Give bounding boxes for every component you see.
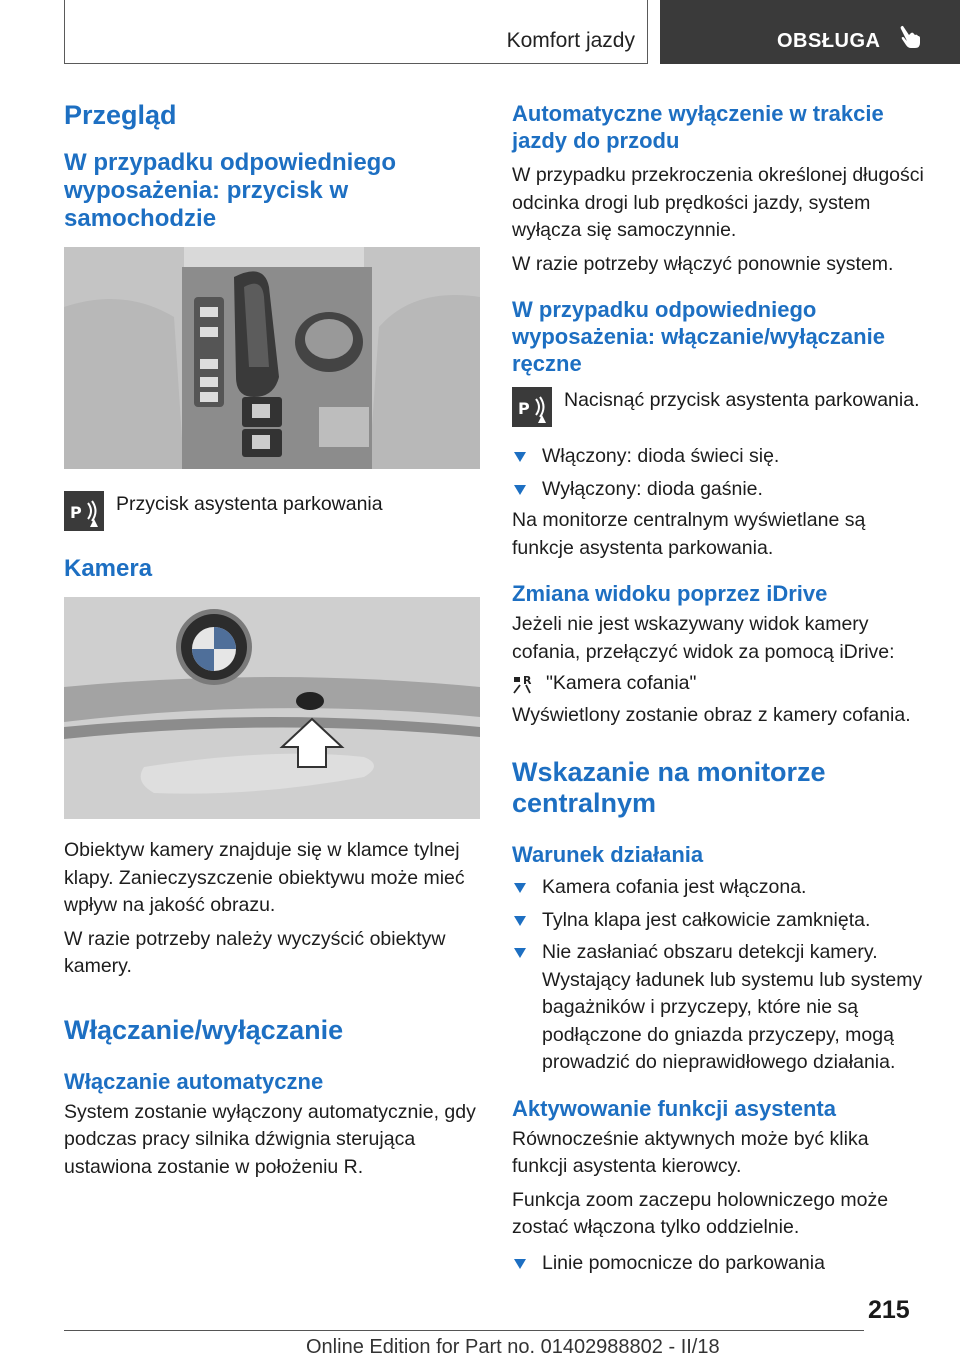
bullet-triangle-icon (514, 916, 526, 926)
manual-button-text: Nacisnąć przycisk asystenta parkowania. (564, 389, 920, 411)
page-number: 215 (868, 1296, 910, 1324)
header-chapter-tab (660, 0, 960, 64)
manual-paragraph: Na monitorze centralnym wyświetlane są funkcje asystenta parkowania. (512, 509, 866, 559)
activate-paragraph-1: Równocześnie aktywnych może być klika funkcji asystenta kierowcy. (512, 1127, 869, 1177)
bullet-triangle-icon (514, 1259, 526, 1269)
left-column (64, 100, 480, 1181)
heading-view-change: Zmiana widoku poprzez iDrive (512, 581, 828, 606)
manual-button-line (512, 387, 928, 429)
heading-auto-off: Automatyczne wyłączenie w trakcie jazdy do przodu (512, 101, 884, 153)
heading-activate: Aktywowanie funkcji asystenta (512, 1095, 836, 1121)
view-paragraph-2: Wyświetlony zostanie obraz z kamery cofania. (512, 703, 911, 726)
list-item: Włączony: dioda świeci się. (512, 443, 928, 471)
camera-paragraph-1: Obiektyw kamery znajduje się w klamce tylnej klapy. Zanieczyszczenie obiektywu może mieć wpływ na jakość obrazu. (64, 839, 465, 916)
header-chapter-title: OBSŁUGA (777, 30, 881, 52)
svg-text:P: P (70, 503, 82, 522)
footer-divider (64, 1330, 864, 1331)
heading-condition: Warunek działania (512, 842, 704, 867)
bullet-triangle-icon (514, 948, 526, 958)
right-column (512, 100, 928, 1277)
view-paragraph-1: Jeżeli nie jest wskazywany widok kamery cofania, przełączyć widok za pomocą iDrive: (512, 613, 895, 663)
rear-camera-photo (64, 597, 480, 819)
bullet-triangle-icon (514, 485, 526, 495)
heading-manual: W przypadku odpowiedniego wyposażenia: włączanie/wyłączanie ręczne (512, 297, 885, 376)
list-item: Kamera cofania jest włączona. (512, 874, 928, 902)
heading-camera: Kamera (64, 555, 153, 582)
parking-assistant-caption (64, 491, 480, 533)
view-menu-line (512, 670, 928, 698)
bullet-triangle-icon (514, 883, 526, 893)
svg-text:R: R (523, 674, 532, 687)
header-section-title: Komfort jazdy (506, 29, 635, 52)
svg-text:P: P (518, 399, 530, 418)
heading-display: Wskazanie na monitorze centralnym (512, 757, 826, 818)
parking-assistant-button-icon (512, 387, 552, 427)
activate-paragraph-2: Funkcja zoom zaczepu holowniczego może zostać włączona tylko oddzielnie. (512, 1188, 889, 1238)
auto-off-paragraph-2: W razie potrzeby włączyć ponownie system. (512, 252, 894, 275)
list-item: Wyłączony: dioda gaśnie. (512, 476, 928, 504)
heading-on-off: Włączanie/wyłączanie (64, 1014, 344, 1045)
pointing-hand-icon (898, 24, 924, 50)
auto-on-paragraph: System zostanie wyłączony automatycznie, gdy podczas pracy silnika dźwignia sterująca ustawiona zostanie w położeniu R. (64, 1100, 476, 1178)
condition-list (512, 874, 928, 1077)
parking-assistant-button-icon (64, 491, 104, 531)
activate-list (512, 1250, 928, 1278)
caption-text: Przycisk asystenta parkowania (116, 493, 383, 515)
footer-edition: Online Edition for Part no. 01402988802 - II/18 (306, 1336, 720, 1358)
view-menu-text: "Kamera cofania" (546, 672, 697, 694)
manual-status-list (512, 443, 928, 503)
header-section-box (64, 0, 648, 64)
rear-camera-menu-icon (512, 673, 538, 695)
list-item: Tylna klapa jest całkowicie zamknięta. (512, 907, 928, 935)
heading-equipment-button: W przypadku odpowiedniego wyposażenia: przycisk w samochodzie (64, 149, 396, 232)
bullet-triangle-icon (514, 452, 526, 462)
heading-overview: Przegląd (64, 100, 177, 130)
camera-paragraph-2: W razie potrzeby należy wyczyścić obiektyw kamery. (64, 927, 446, 977)
list-item: Linie pomocnicze do parkowania (512, 1250, 928, 1278)
heading-auto-on: Włączanie automatyczne (64, 1068, 324, 1094)
list-item: Nie zasłaniać obszaru detekcji kamery. Wystający ładunek lub systemu lub systemy bagażników i przyczepy, które nie są podłączone do gniazda przyczepy, mogą prowadzić do nieprawidłowego działania. (512, 939, 928, 1077)
auto-off-paragraph-1: W przypadku przekroczenia określonej długości odcinka drogi lub prędkości jazdy, system wyłącza się samoczynnie. (512, 164, 924, 241)
center-console-photo (64, 247, 480, 469)
